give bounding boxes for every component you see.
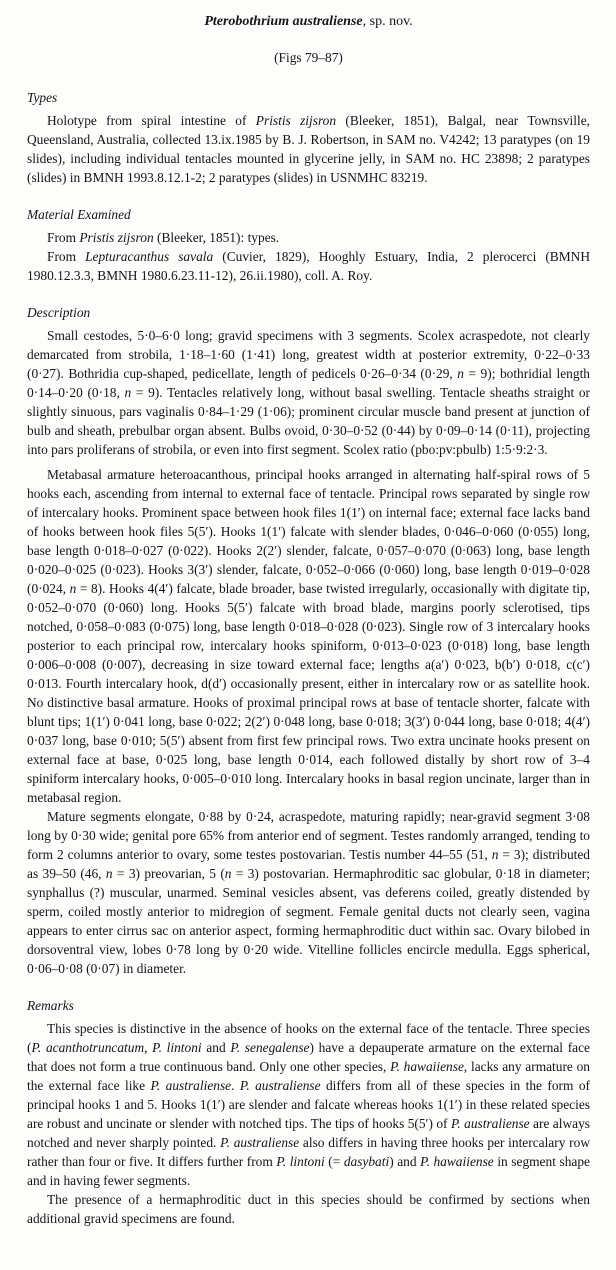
paragraph: Small cestodes, 5·0–6·0 long; gravid specimens with 3 segments. Scolex acraspedote, not clearly demarcated from strobila, 1·18–1·60 (1·41) long, greatest width at posterior extremity, 0·22–0·33 (0·27). Bothridia cup-shaped, pedicellate, length of pedicels 0·26–0·34 (0·29, n = 9); bothridial length 0·14–0·20 (0·18, n = 9). Tentacles relatively long, without basal swelling. Tentacle sheaths straight or slightly sinuous, pars vaginalis 0·84–1·29 (1·06); prominent circular muscle band present at junction of bulb and sheath, prebulbar organ absent. Bulbs ovoid, 0·30–0·52 (0·44) by 0·09–0·14 (0·11), projecting into pars proliferans of strobila, or even into first segment. Scolex ratio (pbo:pv:pbulb) 1:5·9:2·3. xyxy=(27,328,590,457)
section-remarks xyxy=(27,996,590,1228)
paragraph: The presence of a hermaphroditic duct in this species should be confirmed by sections when additional gravid specimens are found. xyxy=(27,1192,590,1226)
paragraph: Holotype from spiral intestine of Pristis zijsron (Bleeker, 1851), Balgal, near Townsville, Queensland, Australia, collected 13.ix.1985 by B. J. Robertson, in SAM no. V4242; 13 paratypes (on 19 slides), including individual tentacles mounted in glycerine jelly, in SAM no. HC 23898; 2 paratypes (slides) in BMNH 1993.8.12.1-2; 2 paratypes (slides) in USNMHC 83219. xyxy=(27,113,590,185)
section-paragraphs xyxy=(27,326,590,978)
paragraph: Metabasal armature heteroacanthous, principal hooks arranged in alternating half-spiral rows of 5 hooks each, ascending from internal to external face of tentacle. Principal rows separated by single row of intercalary hooks. Prominent space between hook files 1(1′) on internal face; external face lacks band of hooks between hook files 5(5′). Hooks 1(1′) falcate with slender blades, 0·046–0·060 (0·055) long, base length 0·018–0·027 (0·022). Hooks 2(2′) slender, falcate, 0·057–0·070 (0·063) long, base length 0·020–0·025 (0·023). Hooks 3(3′) slender, falcate, 0·052–0·066 (0·060) long, base length 0·019–0·028 (0·024, n = 8). Hooks 4(4′) falcate, blade broader, base twisted irregularly, occasionally with digitate tip, 0·052–0·070 (0·060) long. Hooks 5(5′) falcate with broad blade, margins poorly sclerotised, tips notched, 0·058–0·083 (0·075) long, base length 0·018–0·028 (0·023). Single row of 3 intercalary hooks posterior to each principal row, intercalary hooks spiniform, 0·013–0·023 (0·018) long, base length 0·006–0·008 (0·007), decreasing in size toward external face; lengths a(a′) 0·023, b(b′) 0·018, c(c′) 0·013. Fourth intercalary hook, d(d′) occasionally present, either in intercalary row or as satellite hook. No distinctive basal armature. Hooks of proximal principal rows at base of tentacle shorter, falcate with blunt tips; 1(1′) 0·041 long, base 0·022; 2(2′) 0·048 long, base 0·018; 3(3′) 0·044 long, base 0·018; 4(4′) 0·037 long, base 0·010; 5(5′) absent from first few principal rows. Two extra uncinate hooks present on external face at base, 0·025 long, base length 0·014, each followed distally by short row of 3–4 spiniform intercalary hooks, 0·005–0·010 long. Intercalary hooks in basal region uncinate, larger than in metabasal region. xyxy=(27,467,590,805)
section-heading: Description xyxy=(27,305,91,320)
paragraph: This species is distinctive in the absence of hooks on the external face of the tentacle. Three species (P. acanthotruncatum, P. lintoni and P. senegalense) have a depauperate armature on the external face that does not form a true continuous band. Only one other species, P. hawaiiense, lacks any armature on the external face like P. australiense. P. australiense differs from all of these species in the form of principal hooks 1 and 5. Hooks 1(1′) are slender and falcate whereas hooks 1(1′) in these related species are robust and uncinate or slender with notched tips. The tips of hooks 5(5′) of P. australiense are always notched and never sharply pointed. P. australiense also differs in having three hooks per intercalary row rather than four or five. It differs further from P. lintoni (= dasybati) and P. hawaiiense in segment shape and in having fewer segments. xyxy=(27,1021,590,1188)
section-heading: Remarks xyxy=(27,998,74,1013)
paragraph: From Lepturacanthus savala (Cuvier, 1829), Hooghly Estuary, India, 2 plerocerci (BMNH 1980.12.3.3, BMNH 1980.6.23.11-12), 26.ii.1980), coll. A. Roy. xyxy=(27,249,590,283)
paragraph: Mature segments elongate, 0·88 by 0·24, acraspedote, maturing rapidly; near-gravid segment 3·08 long by 0·30 wide; genital pore 65% from anterior end of segment. Testes randomly arranged, tending to form 2 columns anterior to ovary, some testes postovarian. Testis number 44–55 (51, n = 3); distributed as 39–50 (46, n = 3) preovarian, 5 (n = 3) postovarian. Hermaphroditic sac globular, 0·18 in diameter; synphallus (?) muscular, unarmed. Seminal vesicles absent, vas deferens coiled, greatly distended by sperm, coiled mostly anterior to midregion of segment. Female genital ducts not clearly seen, vagina appears to enter cirrus sac on anterior aspect, forming hermaphroditic duct within sac. Ovary bilobed in dorsoventral view, lobes 0·78 long by 0·20 wide. Vitelline follicles encircle medulla. Eggs spherical, 0·06–0·08 (0·07) in diameter. xyxy=(27,809,590,976)
paper-title xyxy=(27,12,590,31)
section-material-examined xyxy=(27,205,590,285)
section-description xyxy=(27,303,590,978)
section-paragraphs xyxy=(27,111,590,187)
section-paragraphs xyxy=(27,228,590,285)
paragraph: From Pristis zijsron (Bleeker, 1851): types. xyxy=(47,230,280,245)
figure-reference: (Figs 79–87) xyxy=(274,50,343,65)
species-name: Pterobothrium australiense xyxy=(204,14,363,29)
section-paragraphs xyxy=(27,1019,590,1228)
section-heading: Types xyxy=(27,90,58,105)
document-body xyxy=(27,88,590,1228)
title-suffix: , sp. nov. xyxy=(362,14,413,29)
section-heading: Material Examined xyxy=(27,207,131,222)
title-block xyxy=(27,12,590,67)
section-types xyxy=(27,88,590,187)
